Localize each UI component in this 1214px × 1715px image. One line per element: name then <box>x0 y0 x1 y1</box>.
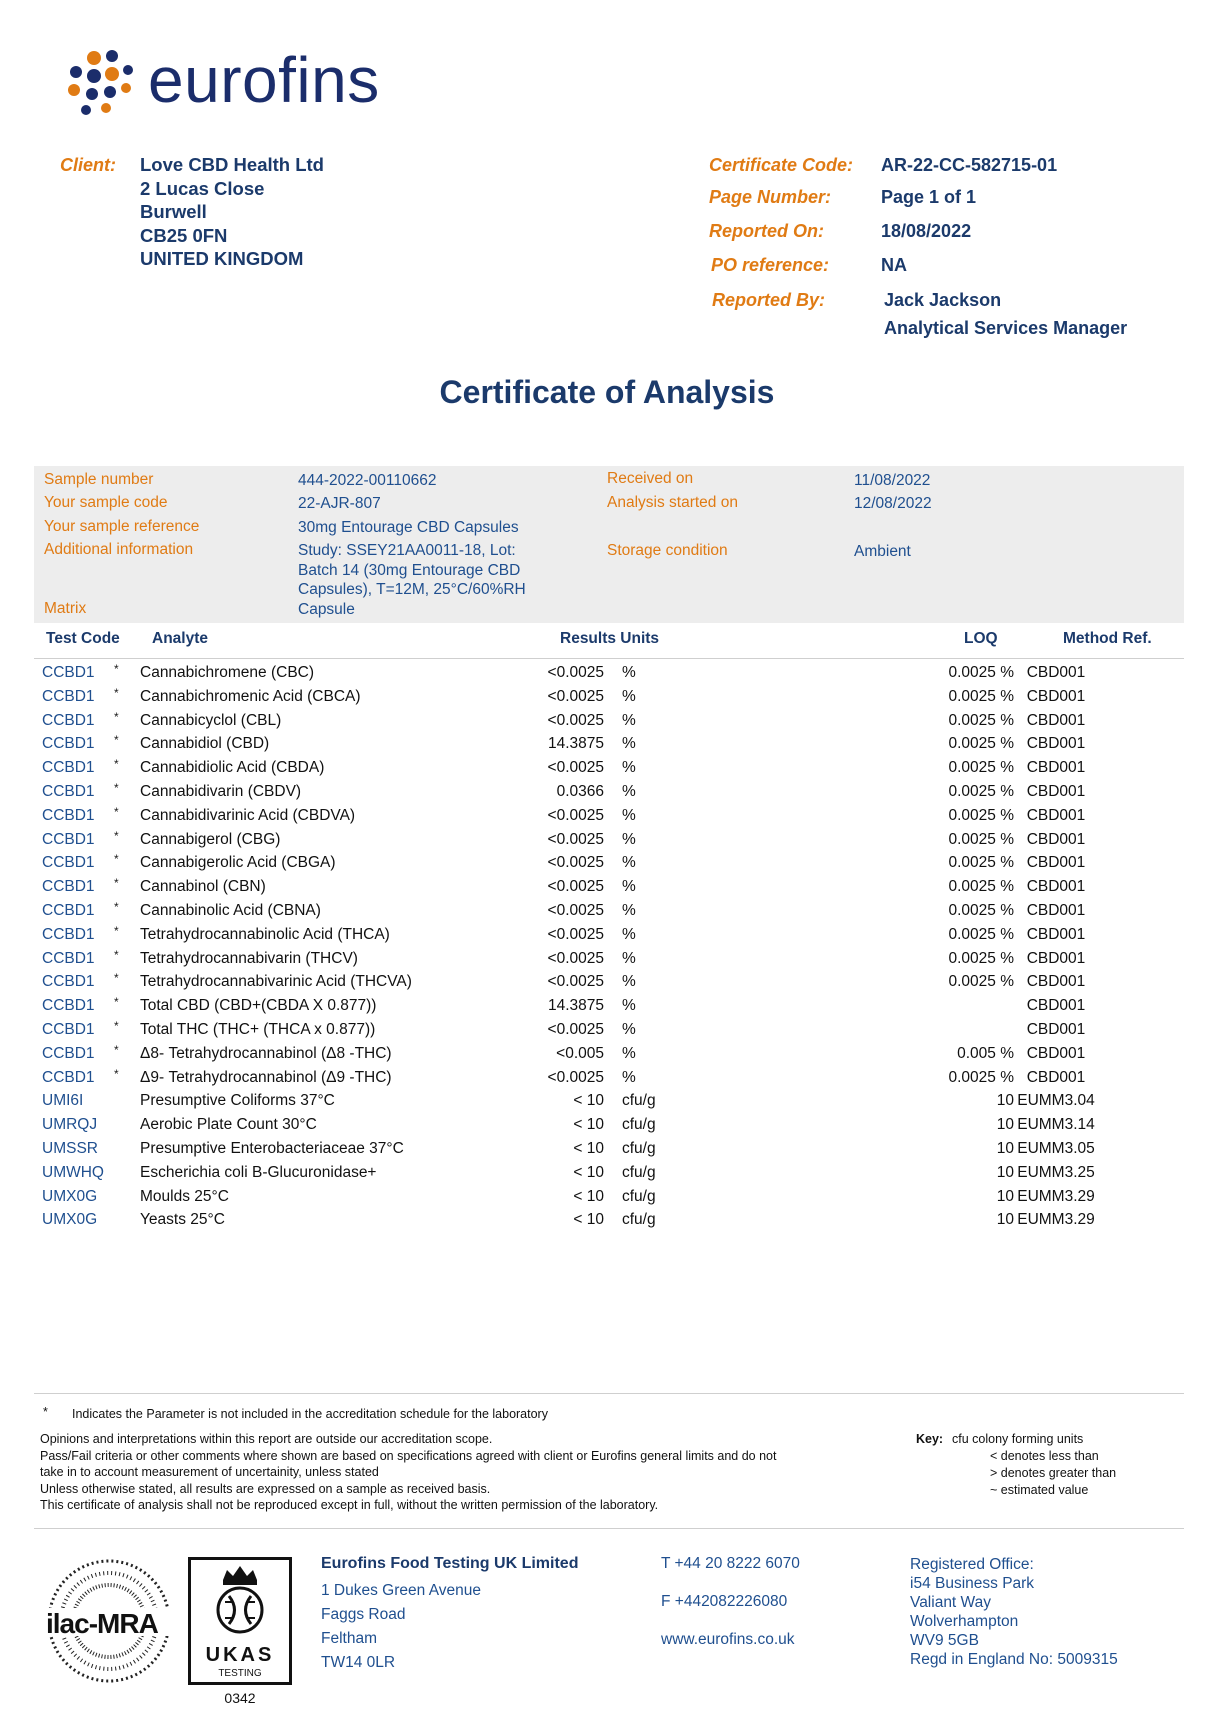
analyte: Cannabicyclol (CBL) <box>140 711 282 729</box>
brand-name: eurofins <box>148 44 380 116</box>
analyte: Tetrahydrocannabivarin (THCV) <box>140 949 358 967</box>
accreditation-star: * <box>114 780 119 795</box>
analyte: Cannabigerol (CBG) <box>140 830 281 848</box>
accreditation-star: * <box>114 923 119 938</box>
registered-line: WV9 5GB <box>910 1632 979 1649</box>
accreditation-star: * <box>114 804 119 819</box>
table-row <box>34 995 1184 1019</box>
additional-info-label: Additional information <box>44 541 194 558</box>
analyte: Cannabidivarinic Acid (CBDVA) <box>140 806 356 824</box>
analyte: Cannabidivarin (CBDV) <box>140 782 302 800</box>
loq: 0.0025 % <box>948 759 1014 777</box>
test-code: CCBD1 <box>42 830 95 848</box>
unit: cfu/g <box>622 1211 656 1229</box>
phone-number: T +44 20 8222 6070 <box>661 1555 800 1572</box>
accreditation-star: * <box>114 685 119 700</box>
result: <0.0025 <box>547 664 604 681</box>
accreditation-star: * <box>114 995 119 1010</box>
registered-line: Wolverhampton <box>910 1613 1019 1630</box>
loq: 0.0025 % <box>948 901 1014 919</box>
result: <0.0025 <box>547 687 604 705</box>
header-loq: LOQ <box>964 630 998 647</box>
registered-office <box>910 1555 1118 1669</box>
method-ref: CBD001 <box>1026 925 1086 943</box>
method-ref: CBD001 <box>1026 830 1086 848</box>
divider <box>34 1528 1184 1529</box>
client-line: Burwell <box>140 201 207 222</box>
reported-on: 18/08/2022 <box>881 221 972 241</box>
result: 0.0366 <box>556 782 604 800</box>
method-ref: CBD001 <box>1026 949 1086 967</box>
disclaimer-line: Pass/Fail criteria or other comments where shown are based on specifications agreed with client or Eurofins general limits and do not <box>40 1448 777 1463</box>
table-row <box>34 876 1184 900</box>
table-row <box>34 900 1184 924</box>
result: <0.0025 <box>547 806 604 824</box>
unit: % <box>622 735 636 753</box>
analyte: Presumptive Enterobacteriaceae 37°C <box>140 1139 404 1157</box>
loq: 10 <box>996 1187 1014 1205</box>
results-table-body <box>34 662 1184 1233</box>
test-code: CCBD1 <box>42 711 95 729</box>
unit: % <box>622 830 636 848</box>
key-line: > denotes greater than <box>990 1466 1117 1480</box>
analyte: Escherichia coli B-Glucuronidase+ <box>140 1163 377 1181</box>
loq: 0.0025 % <box>948 806 1014 824</box>
test-code: CCBD1 <box>42 759 95 777</box>
sample-reference: 30mg Entourage CBD Capsules <box>298 519 519 536</box>
analyte: Cannabichromene (CBC) <box>140 664 315 681</box>
crown-icon <box>191 1562 289 1642</box>
result: <0.0025 <box>547 759 604 777</box>
method-ref: CBD001 <box>1026 782 1086 800</box>
method-ref: CBD001 <box>1026 854 1086 872</box>
test-code: UMX0G <box>42 1187 98 1205</box>
website-link[interactable]: www.eurofins.co.uk <box>661 1631 795 1648</box>
method-ref: EUMM3.29 <box>1017 1211 1095 1229</box>
method-ref: EUMM3.29 <box>1017 1187 1095 1205</box>
unit: % <box>622 925 636 943</box>
accreditation-star: * <box>114 971 119 986</box>
header-results-units: Results Units <box>560 630 660 647</box>
received-on: 11/08/2022 <box>854 472 931 489</box>
accreditation-star: * <box>114 899 119 914</box>
unit: % <box>622 973 636 991</box>
loq: 0.0025 % <box>948 1068 1014 1086</box>
unit: cfu/g <box>622 1092 656 1110</box>
method-ref: CBD001 <box>1026 664 1086 681</box>
disclaimer-line: take in to account measurement of uncertainity, unless stated <box>40 1465 379 1479</box>
client-line: UNITED KINGDOM <box>140 248 304 269</box>
accreditation-star: * <box>114 733 119 748</box>
test-code: UMI6I <box>42 1092 84 1110</box>
address-line: Faggs Road <box>321 1606 406 1623</box>
table-row <box>34 971 1184 995</box>
loq: 0.0025 % <box>948 925 1014 943</box>
loq: 10 <box>996 1116 1014 1134</box>
table-row <box>34 829 1184 853</box>
result: <0.0025 <box>547 830 604 848</box>
result: < 10 <box>573 1211 604 1229</box>
test-code: CCBD1 <box>42 997 95 1015</box>
table-row <box>34 1209 1184 1233</box>
analysis-started: 12/08/2022 <box>854 495 932 512</box>
method-ref: CBD001 <box>1026 806 1086 824</box>
accreditation-star: * <box>114 709 119 724</box>
test-code: CCBD1 <box>42 806 95 824</box>
table-row <box>34 686 1184 710</box>
test-code: UMRQJ <box>42 1116 98 1134</box>
table-row <box>34 1090 1184 1114</box>
ukas-text: UKAS <box>205 1644 275 1666</box>
ukas-number: 0342 <box>224 1690 256 1706</box>
address-line: TW14 0LR <box>321 1654 396 1671</box>
page-number: Page 1 of 1 <box>881 187 977 207</box>
client-line: 2 Lucas Close <box>140 177 265 199</box>
accreditation-star: * <box>114 947 119 962</box>
unit: % <box>622 1020 636 1038</box>
test-code: CCBD1 <box>42 1020 95 1038</box>
client-address <box>140 153 324 271</box>
registered-line: Valiant Way <box>910 1594 991 1611</box>
test-code: CCBD1 <box>42 1068 95 1086</box>
disclaimer-line: Opinions and interpretations within this report are outside our accreditation scope. <box>40 1432 493 1446</box>
analyte: Cannabidiolic Acid (CBDA) <box>140 759 325 777</box>
sample-code-label: Your sample code <box>44 494 168 511</box>
result: <0.0025 <box>547 711 604 729</box>
accreditation-star: * <box>114 828 119 843</box>
loq: 10 <box>996 1139 1014 1157</box>
matrix: Capsule <box>298 601 355 618</box>
method-ref: CBD001 <box>1026 1044 1086 1062</box>
loq: 0.0025 % <box>948 830 1014 848</box>
footnote-star: * <box>43 1405 48 1419</box>
result: < 10 <box>573 1139 604 1157</box>
loq: 0.0025 % <box>948 735 1014 753</box>
test-code: CCBD1 <box>42 901 95 919</box>
loq: 0.0025 % <box>948 973 1014 991</box>
table-row <box>34 1019 1184 1043</box>
accreditation-star: * <box>114 1018 119 1033</box>
result: <0.0025 <box>547 1020 604 1038</box>
table-row <box>34 757 1184 781</box>
matrix-label: Matrix <box>44 600 87 617</box>
header-method-ref: Method Ref. <box>1063 630 1152 647</box>
method-ref: CBD001 <box>1026 735 1086 753</box>
divider <box>34 1393 1184 1394</box>
client-line: Love CBD Health Ltd <box>140 154 324 175</box>
table-row <box>34 1138 1184 1162</box>
unit: cfu/g <box>622 1163 656 1181</box>
loq: 0.0025 % <box>948 949 1014 967</box>
table-row <box>34 924 1184 948</box>
registered-line: Regd in England No: 5009315 <box>910 1651 1118 1668</box>
analyte: Δ9- Tetrahydrocannabinol (Δ9 -THC) <box>140 1068 392 1086</box>
test-code: CCBD1 <box>42 664 95 681</box>
header-analyte: Analyte <box>152 630 208 647</box>
analyte: Cannabidiol (CBD) <box>140 735 270 753</box>
test-code: CCBD1 <box>42 1044 95 1062</box>
key-line: cfu colony forming units <box>952 1432 1084 1446</box>
analyte: Cannabinol (CBN) <box>140 878 266 896</box>
storage-condition-label: Storage condition <box>607 542 728 559</box>
reported-by-label: Reported By: <box>712 290 826 310</box>
test-code: CCBD1 <box>42 735 95 753</box>
analyte: Total CBD (CBD+(CBDA X 0.877)) <box>140 997 377 1015</box>
address-line: 1 Dukes Green Avenue <box>321 1582 481 1599</box>
key-line: ~ estimated value <box>990 1483 1089 1497</box>
reported-by: Jack Jackson <box>884 290 1002 310</box>
result: < 10 <box>573 1163 604 1181</box>
result: <0.0025 <box>547 901 604 919</box>
client-label: Client: <box>60 155 116 175</box>
method-ref: EUMM3.05 <box>1017 1139 1095 1157</box>
method-ref: CBD001 <box>1026 711 1086 729</box>
key-line: < denotes less than <box>990 1449 1099 1463</box>
reported-by-title: Analytical Services Manager <box>884 318 1128 338</box>
unit: % <box>622 806 636 824</box>
analyte: Tetrahydrocannabivarinic Acid (THCVA) <box>140 973 412 991</box>
result: 14.3875 <box>547 735 604 753</box>
loq: 10 <box>996 1092 1014 1110</box>
analyte: Moulds 25°C <box>140 1187 229 1205</box>
key-label: Key: <box>916 1432 944 1446</box>
registered-line: Registered Office: <box>910 1556 1034 1573</box>
unit: % <box>622 997 636 1015</box>
test-code: CCBD1 <box>42 854 95 872</box>
result: <0.0025 <box>547 949 604 967</box>
loq: 0.0025 % <box>948 878 1014 896</box>
additional-info-line: Study: SSEY21AA0011-18, Lot: <box>298 542 516 559</box>
company-name: Eurofins Food Testing UK Limited <box>321 1555 579 1572</box>
table-row <box>34 805 1184 829</box>
table-row <box>34 733 1184 757</box>
footnote-disclaimer <box>40 1431 900 1514</box>
method-ref: EUMM3.14 <box>1017 1116 1095 1134</box>
method-ref: CBD001 <box>1026 997 1086 1015</box>
additional-info-line: Batch 14 (30mg Entourage CBD <box>298 561 521 579</box>
eurofins-dots-icon <box>64 48 144 118</box>
method-ref: CBD001 <box>1026 687 1086 705</box>
test-code: CCBD1 <box>42 782 95 800</box>
analysis-started-label: Analysis started on <box>607 494 738 511</box>
header-test-code: Test Code <box>46 630 120 647</box>
storage-condition: Ambient <box>854 543 911 560</box>
po-reference-label: PO reference: <box>711 255 830 275</box>
test-code: CCBD1 <box>42 949 95 967</box>
table-row <box>34 781 1184 805</box>
unit: % <box>622 949 636 967</box>
test-code: CCBD1 <box>42 687 95 705</box>
footnote-star-text: Indicates the Parameter is not included in the accreditation schedule for the laboratory <box>72 1407 548 1421</box>
loq: 0.0025 % <box>948 782 1014 800</box>
analyte: Aerobic Plate Count 30°C <box>140 1116 317 1134</box>
loq: 0.005 % <box>957 1044 1014 1062</box>
loq: 10 <box>996 1211 1014 1229</box>
analyte: Cannabigerolic Acid (CBGA) <box>140 854 336 872</box>
result: <0.0025 <box>547 1068 604 1086</box>
registered-line: i54 Business Park <box>910 1575 1035 1592</box>
method-ref: CBD001 <box>1026 901 1086 919</box>
page-title: Certificate of Analysis <box>439 374 775 410</box>
table-row <box>34 1114 1184 1138</box>
method-ref: CBD001 <box>1026 878 1086 896</box>
result: <0.0025 <box>547 878 604 896</box>
analyte: Presumptive Coliforms 37°C <box>140 1092 335 1110</box>
accreditation-star: * <box>114 1066 119 1081</box>
result: <0.005 <box>556 1044 604 1062</box>
analyte: Δ8- Tetrahydrocannabinol (Δ8 -THC) <box>140 1044 392 1062</box>
test-code: UMWHQ <box>42 1163 104 1181</box>
method-ref: CBD001 <box>1026 973 1086 991</box>
unit: % <box>622 1044 636 1062</box>
table-row <box>34 948 1184 972</box>
test-code: CCBD1 <box>42 973 95 991</box>
result: < 10 <box>573 1092 604 1110</box>
unit: % <box>622 664 636 681</box>
unit: cfu/g <box>622 1139 656 1157</box>
unit: % <box>622 687 636 705</box>
unit: % <box>622 878 636 896</box>
method-ref: CBD001 <box>1026 1020 1086 1038</box>
table-row <box>34 1043 1184 1067</box>
certificate-code: AR-22-CC-582715-01 <box>881 155 1058 175</box>
accreditation-star: * <box>114 1042 119 1057</box>
unit: cfu/g <box>622 1187 656 1205</box>
disclaimer-line: This certificate of analysis shall not be reproduced except in full, without the written permission of the laboratory. <box>40 1498 659 1512</box>
result: <0.0025 <box>547 925 604 943</box>
address-line: Feltham <box>321 1630 377 1647</box>
unit: % <box>622 711 636 729</box>
table-row <box>34 710 1184 734</box>
ukas-subtext: TESTING <box>218 1668 262 1679</box>
page-number-label: Page Number: <box>709 187 832 207</box>
loq: 0.0025 % <box>948 854 1014 872</box>
test-code: CCBD1 <box>42 878 95 896</box>
loq: 0.0025 % <box>948 711 1014 729</box>
loq: 0.0025 % <box>948 664 1014 681</box>
received-on-label: Received on <box>607 470 694 487</box>
method-ref: EUMM3.25 <box>1017 1163 1095 1181</box>
analyte: Total THC (THC+ (THCA x 0.877)) <box>140 1020 376 1038</box>
test-code: UMX0G <box>42 1211 98 1229</box>
accreditation-star: * <box>114 757 119 772</box>
results-table-header <box>34 630 1184 659</box>
sample-code: 22-AJR-807 <box>298 495 381 512</box>
sample-number: 444-2022-00110662 <box>298 472 437 489</box>
result: <0.0025 <box>547 973 604 991</box>
test-code: UMSSR <box>42 1139 98 1157</box>
sample-reference-label: Your sample reference <box>44 518 200 535</box>
loq: 10 <box>996 1163 1014 1181</box>
method-ref: EUMM3.04 <box>1017 1092 1095 1110</box>
method-ref: CBD001 <box>1026 1068 1086 1086</box>
po-reference: NA <box>881 255 907 275</box>
additional-info-line: Capsules), T=12M, 25°C/60%RH <box>298 581 526 598</box>
result: <0.0025 <box>547 854 604 872</box>
analyte: Tetrahydrocannabinolic Acid (THCA) <box>140 925 390 943</box>
unit: cfu/g <box>622 1116 656 1134</box>
analyte: Cannabichromenic Acid (CBCA) <box>140 687 361 705</box>
table-row <box>34 1067 1184 1091</box>
additional-info <box>298 541 526 600</box>
unit: % <box>622 782 636 800</box>
reported-on-label: Reported On: <box>709 221 824 241</box>
sample-number-label: Sample number <box>44 471 154 488</box>
method-ref: CBD001 <box>1026 759 1086 777</box>
test-code: CCBD1 <box>42 925 95 943</box>
result: < 10 <box>573 1116 604 1134</box>
unit: % <box>622 854 636 872</box>
ilac-text: ilac-MRA <box>46 1608 158 1639</box>
table-row <box>34 852 1184 876</box>
unit: % <box>622 901 636 919</box>
analyte: Cannabinolic Acid (CBNA) <box>140 901 321 919</box>
unit: % <box>622 759 636 777</box>
accreditation-star: * <box>114 876 119 891</box>
ilac-mra-logo <box>44 1556 174 1686</box>
accreditation-star: * <box>114 852 119 867</box>
ukas-logo <box>188 1557 292 1685</box>
unit: % <box>622 1068 636 1086</box>
result: 14.3875 <box>547 997 604 1015</box>
result: < 10 <box>573 1187 604 1205</box>
table-row <box>34 1186 1184 1210</box>
fax-number: F +442082226080 <box>661 1593 788 1610</box>
accreditation-star: * <box>114 662 119 676</box>
analyte: Yeasts 25°C <box>140 1211 225 1229</box>
table-row <box>34 662 1184 686</box>
eurofins-logo <box>64 44 404 124</box>
certificate-code-label: Certificate Code: <box>709 155 854 175</box>
table-row <box>34 1162 1184 1186</box>
loq: 0.0025 % <box>948 687 1014 705</box>
client-line: CB25 0FN <box>140 224 228 246</box>
disclaimer-line: Unless otherwise stated, all results are expressed on a sample as received basis. <box>40 1481 491 1496</box>
company-address <box>321 1579 481 1675</box>
